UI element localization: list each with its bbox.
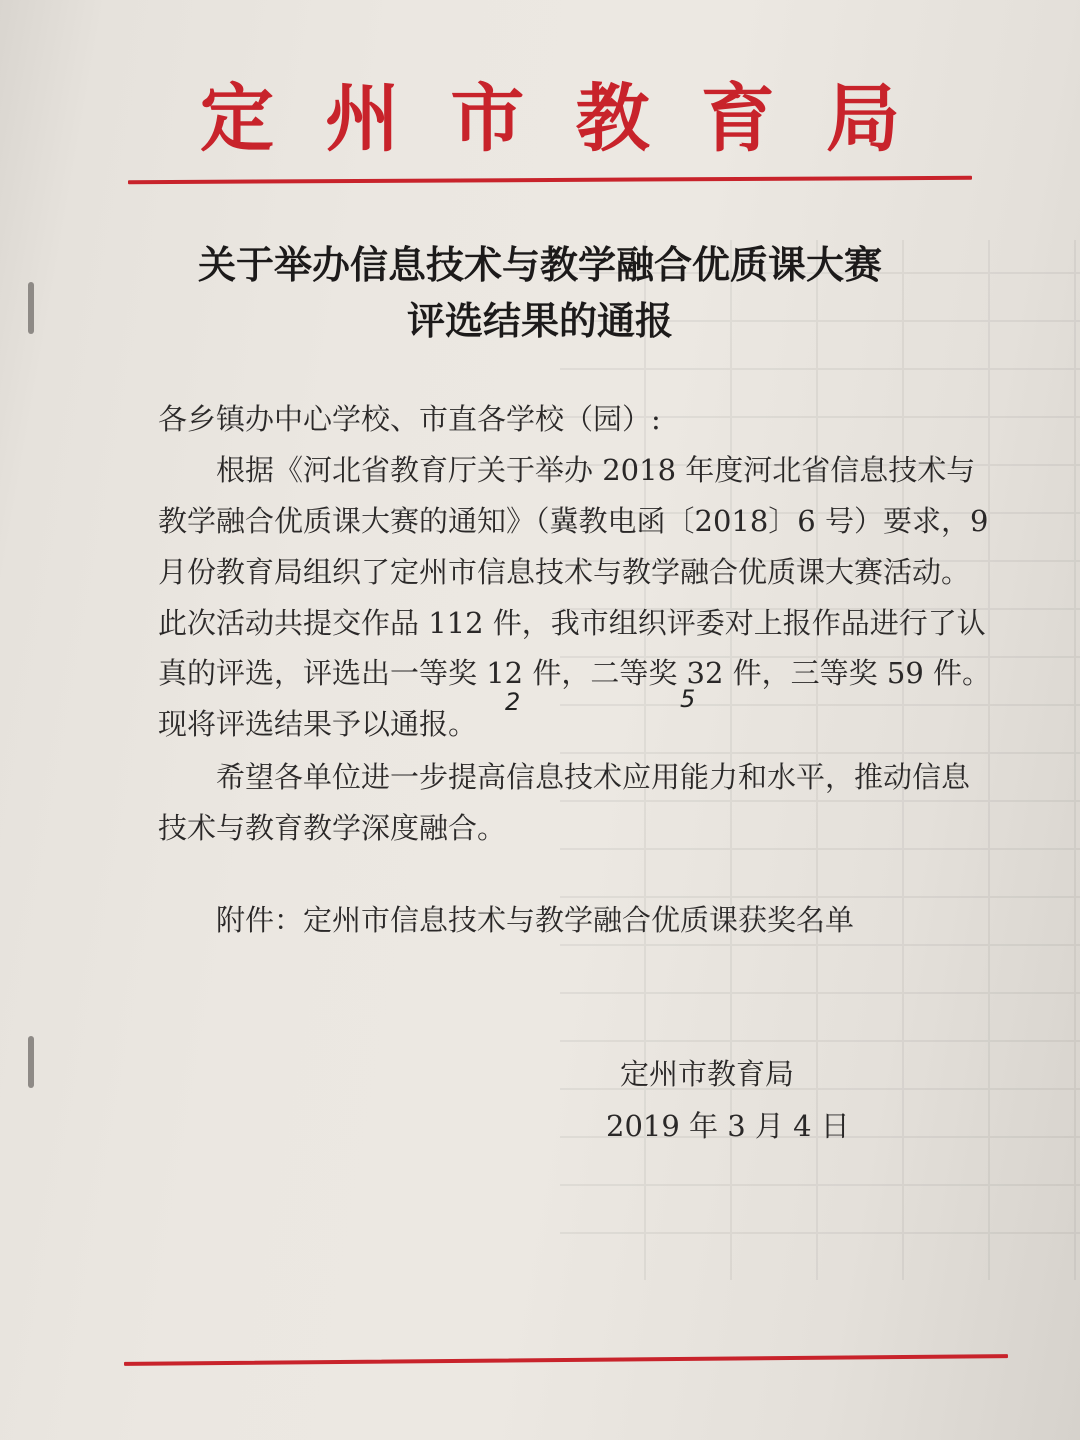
letterhead-char: 州: [325, 76, 400, 162]
letterhead-char: 局: [825, 76, 900, 162]
body-line: 此次活动共提交作品 112 件，我市组织评委对上报作品进行了认: [158, 606, 986, 640]
document-title-line-1: 关于举办信息技术与教学融合优质课大赛: [197, 242, 882, 287]
letterhead-char: 定: [200, 76, 274, 162]
signature-date: 2019 年 3 月 4 日: [606, 1109, 850, 1143]
handwritten-note: 2: [505, 688, 521, 716]
letterhead-red-rule: [128, 176, 972, 184]
letterhead-char: 市: [450, 76, 525, 162]
body-line: 月份教育局组织了定州市信息技术与教学融合优质课大赛活动。: [158, 555, 971, 589]
binder-clip-top: [28, 282, 34, 334]
letterhead-char: 育: [700, 76, 775, 162]
document-title-line-2: 评选结果的通报: [406, 298, 673, 343]
body-line: 现将评选结果予以通报。: [158, 707, 478, 741]
signature-org: 定州市教育局: [620, 1057, 795, 1091]
letterhead-char: 教: [575, 76, 650, 162]
attachment-note: 附件：定州市信息技术与教学融合优质课获奖名单: [216, 903, 855, 937]
body-line: 教学融合优质课大赛的通知》（冀教电函〔2018〕6 号）要求，9: [158, 504, 989, 538]
body-line: 根据《河北省教育厅关于举办 2018 年度河北省信息技术与: [216, 453, 976, 487]
handwritten-note: 5: [680, 685, 696, 713]
letterhead-title: [200, 74, 900, 164]
footer-red-rule: [124, 1354, 1008, 1366]
binder-clip-bottom: [28, 1036, 34, 1088]
salutation: 各乡镇办中心学校、市直各学校（园）:: [158, 402, 661, 436]
body-line: 技术与教育教学深度融合。: [158, 811, 507, 845]
body-line: 真的评选，评选出一等奖 12 件，二等奖 32 件，三等奖 59 件。: [158, 656, 992, 690]
body-line: 希望各单位进一步提高信息技术应用能力和水平，推动信息: [216, 760, 971, 794]
